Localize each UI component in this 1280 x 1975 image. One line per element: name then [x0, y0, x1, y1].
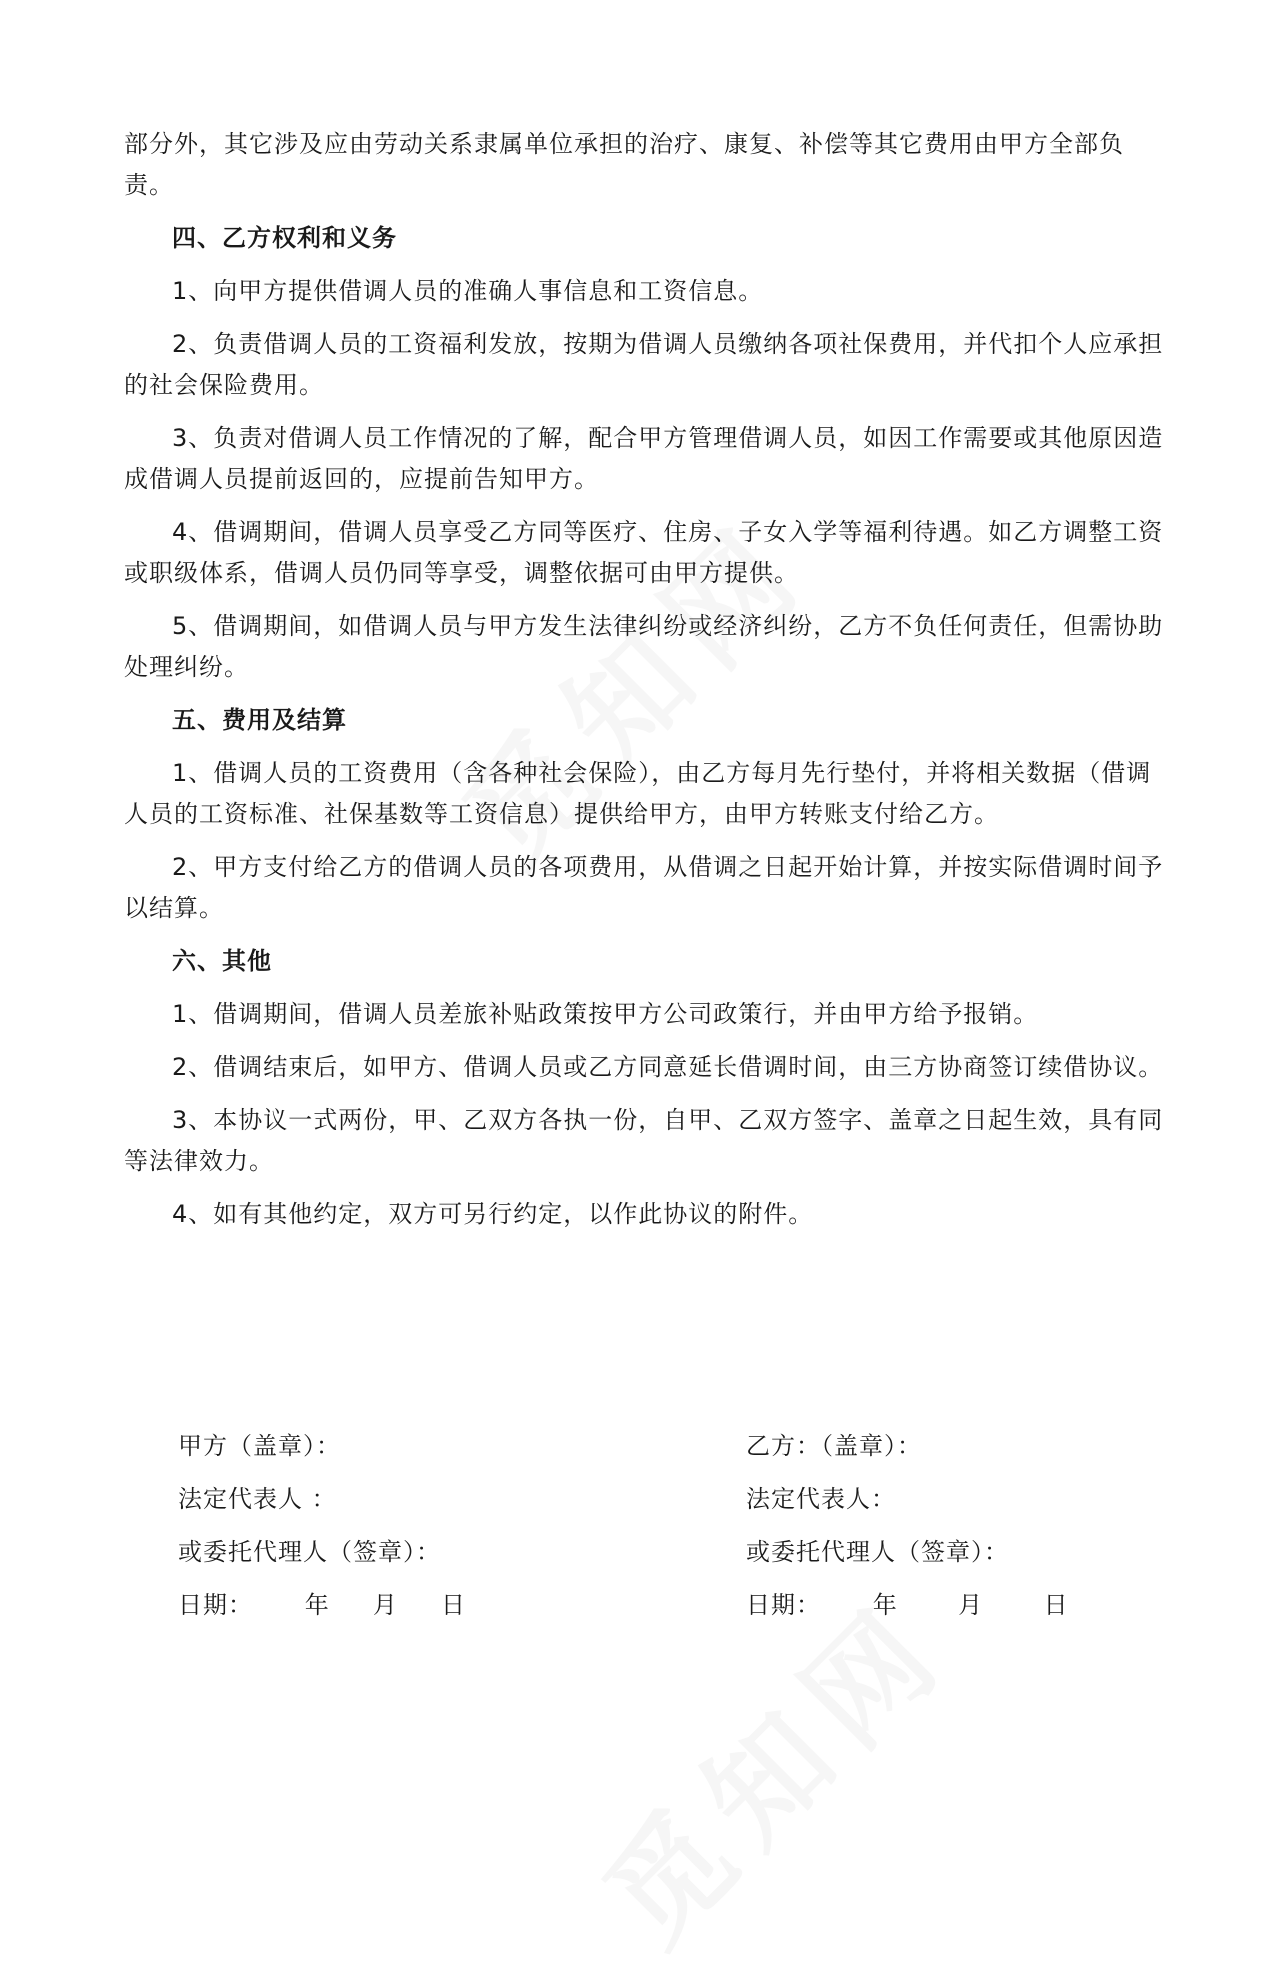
party-a-seal-label: 甲方（盖章）：	[178, 1432, 341, 1460]
section6-item-3: 3、本协议一式两份，甲、乙双方各执一份，自甲、乙双方签字、盖章之日起生效，具有同等法律效力。	[124, 1106, 1164, 1175]
section4-item-4: 4、借调期间，借调人员享受乙方同等医疗、住房、子女入学等福利待遇。如乙方调整工资或职级体系，借调人员仍同等享受，调整依据可由甲方提供。	[124, 518, 1164, 587]
document-body	[124, 124, 1164, 1247]
section4-item-2: 2、负责借调人员的工资福利发放，按期为借调人员缴纳各项社保费用，并代扣个人应承担的社会保险费用。	[124, 330, 1164, 399]
party-b-representative-label: 法定代表人：	[746, 1485, 896, 1513]
section6-item-2: 2、借调结束后，如甲方、借调人员或乙方同意延长借调时间，由三方协商签订续借协议。	[172, 1053, 1164, 1081]
section-heading-4: 四、乙方权利和义务	[172, 224, 397, 252]
paragraph-continuation: 部分外，其它涉及应由劳动关系隶属单位承担的治疗、康复、补偿等其它费用由甲方全部负责。	[124, 130, 1124, 199]
party-a-date-label: 日期： 年 月 日	[178, 1591, 467, 1619]
party-a-representative-label: 法定代表人 ：	[178, 1485, 337, 1513]
party-a-agent-label: 或委托代理人（签章）：	[178, 1538, 441, 1566]
party-b-date-label: 日期： 年 月 日	[746, 1591, 1069, 1619]
section4-item-3: 3、负责对借调人员工作情况的了解，配合甲方管理借调人员，如因工作需要或其他原因造成借调人员提前返回的，应提前告知甲方。	[124, 424, 1164, 493]
party-b-signature-block	[746, 1420, 1069, 1632]
section4-item-5: 5、借调期间，如借调人员与甲方发生法律纠纷或经济纠纷，乙方不负任何责任，但需协助处理纠纷。	[124, 612, 1164, 681]
section-heading-6: 六、其他	[172, 947, 272, 975]
party-b-seal-label: 乙方：（盖章）：	[746, 1432, 922, 1460]
section6-item-4: 4、如有其他约定，双方可另行约定，以作此协议的附件。	[172, 1200, 814, 1228]
section5-item-2: 2、甲方支付给乙方的借调人员的各项费用，从借调之日起开始计算，并按实际借调时间予以结算。	[124, 853, 1164, 922]
section6-item-1: 1、借调期间，借调人员差旅补贴政策按甲方公司政策行，并由甲方给予报销。	[172, 1000, 1039, 1028]
section-heading-5: 五、费用及结算	[172, 706, 347, 734]
party-a-signature-block	[178, 1420, 466, 1632]
section4-item-1: 1、向甲方提供借调人员的准确人事信息和工资信息。	[172, 277, 764, 305]
section5-item-1: 1、借调人员的工资费用（含各种社会保险），由乙方每月先行垫付，并将相关数据（借调人员的工资标准、社保基数等工资信息）提供给甲方，由甲方转账支付给乙方。	[124, 759, 1152, 828]
party-b-agent-label: 或委托代理人（签章）：	[746, 1538, 1009, 1566]
